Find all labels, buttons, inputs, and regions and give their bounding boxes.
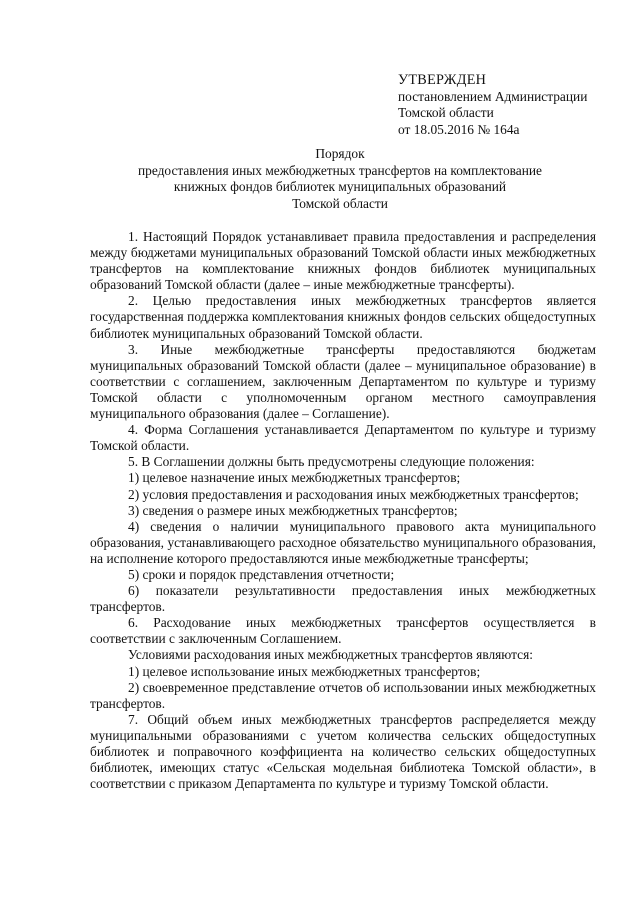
list-item: 1) целевое назначение иных межбюджетных трансфертов; bbox=[128, 470, 461, 486]
document-body bbox=[90, 229, 596, 792]
document-title bbox=[90, 146, 590, 212]
paragraph: Условиями расходования иных межбюджетных трансфертов являются: bbox=[128, 647, 533, 663]
paragraph: 4. Форма Соглашения устанавливается Департаментом по культуре и туризму Томской области. bbox=[90, 422, 596, 454]
paragraph: 2. Целью предоставления иных межбюджетных трансфертов является государственная поддержка комплектования книжных фондов сельских общедоступных библиотек муниципальных образований Томской области. bbox=[90, 293, 596, 341]
list-item: 1) целевое использование иных межбюджетных трансфертов; bbox=[128, 663, 481, 679]
title-line: Томской области bbox=[292, 195, 388, 211]
title-line: предоставления иных межбюджетных трансфертов на комплектование bbox=[137, 162, 543, 178]
paragraph: 5. В Соглашении должны быть предусмотрены следующие положения: bbox=[128, 454, 535, 470]
list-item: 6) показатели результативности предоставления иных межбюджетных трансфертов. bbox=[90, 583, 596, 615]
paragraph: 7. Общий объем иных межбюджетных трансфертов распределяется между муниципальными образованиями с учетом количества сельских общедоступных библиотек и поправочного коэффициента на количество сельских общедоступных библиотек, имеющих статус «Сельская модельная библиотека Томской области», в соответствии с приказом Департамента по культуре и туризму Томской области. bbox=[90, 711, 596, 792]
list-item: 3) сведения о размере иных межбюджетных трансфертов; bbox=[128, 502, 458, 518]
list-item: 2) условия предоставления и расходования иных межбюджетных трансфертов; bbox=[128, 486, 579, 502]
approval-line: от 18.05.2016 № 164а bbox=[398, 121, 520, 137]
approval-stamp bbox=[398, 72, 618, 138]
title-line: Порядок bbox=[315, 146, 365, 161]
approval-line: Томской области bbox=[398, 105, 494, 120]
list-item: 4) сведения о наличии муниципального правового акта муниципального образования, устанавливающего расходное обязательство муниципального образования, на исполнение которого предоставляются иные межбюджетные трансферты; bbox=[90, 518, 596, 566]
title-line: книжных фондов библиотек муниципальных образований bbox=[173, 179, 507, 194]
list-item: 5) сроки и порядок представления отчетности; bbox=[128, 566, 395, 582]
paragraph: 1. Настоящий Порядок устанавливает правила предоставления и распределения между бюджетами муниципальных образований Томской области иных межбюджетных трансфертов на комплектование книжных фондов библиотек муниципальных образований Томской области (далее – иные межбюджетные трансферты). bbox=[90, 229, 596, 293]
paragraph: 3. Иные межбюджетные трансферты предоставляются бюджетам муниципальных образований Томской области (далее – муниципальное образование) в соответствии с соглашением, заключенным Департаментом по культуре и туризму Томской области с уполномоченным органом местного самоуправления муниципального образования (далее – Соглашение). bbox=[90, 341, 596, 422]
paragraph: 6. Расходование иных межбюджетных трансфертов осуществляется в соответствии с заключенным Соглашением. bbox=[90, 615, 596, 647]
list-item: 2) своевременное представление отчетов об использовании иных межбюджетных трансфертов. bbox=[90, 679, 596, 711]
approval-heading: УТВЕРЖДЕН bbox=[398, 72, 487, 88]
approval-line: постановлением Администрации bbox=[398, 88, 588, 104]
